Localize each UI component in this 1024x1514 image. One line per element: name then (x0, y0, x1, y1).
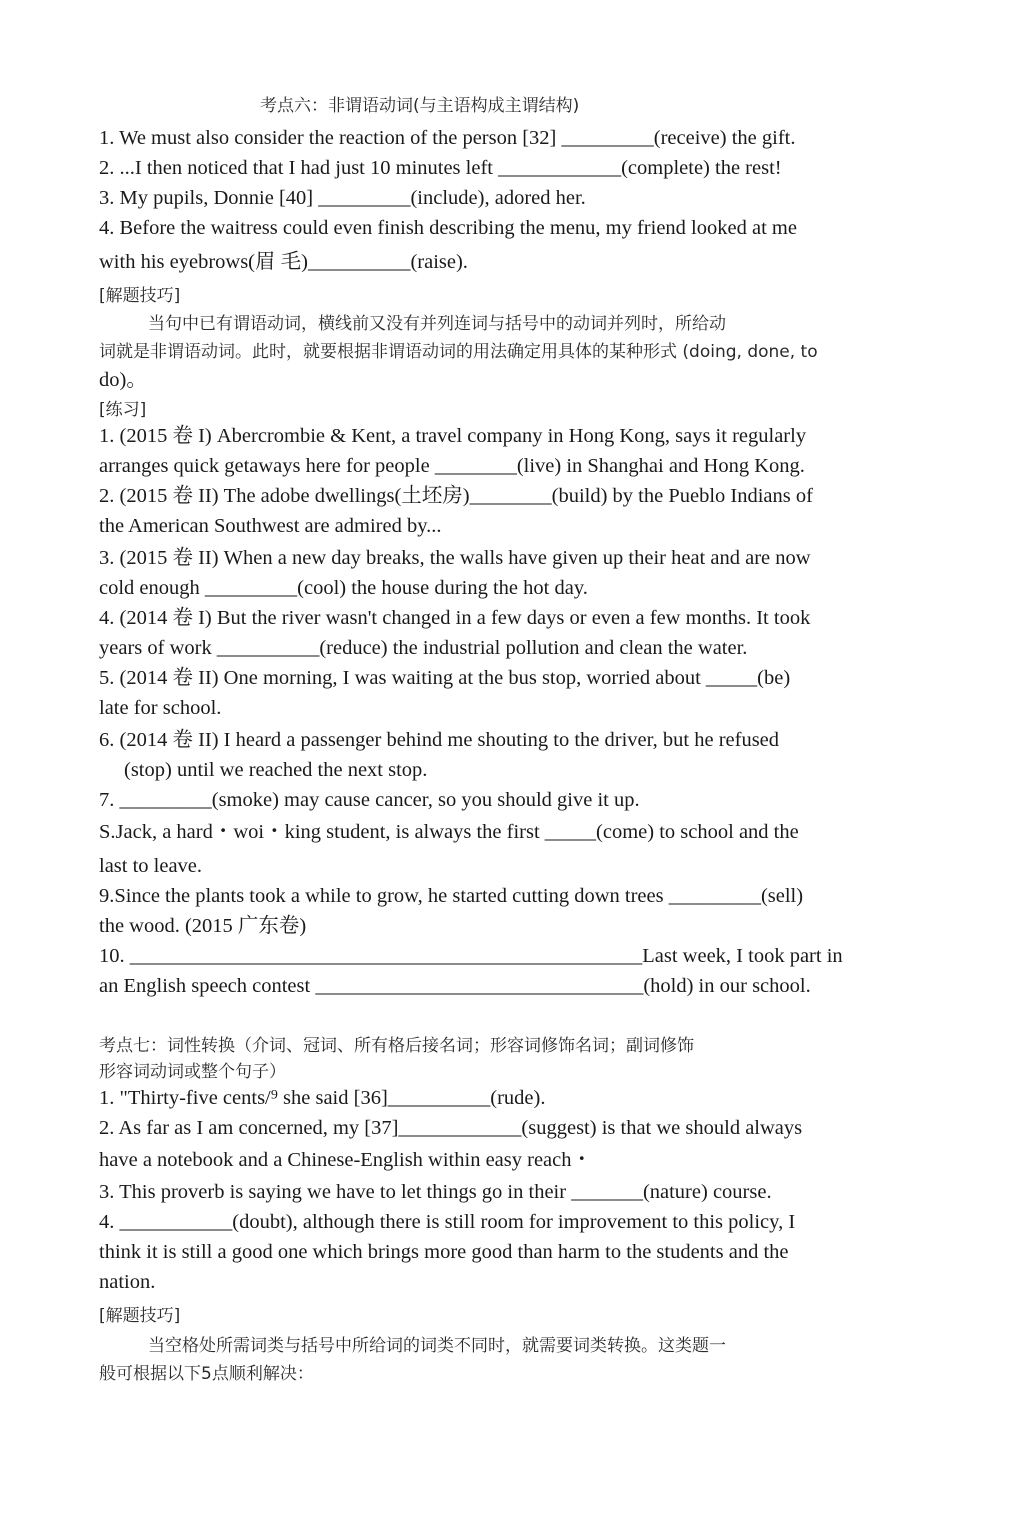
practice-9b: the wood. (2015 广东卷) (99, 915, 307, 937)
practice-5b: late for school. (99, 697, 222, 719)
s7-q2a: 2. As far as I am concerned, my [37]____________(suggest) is that we should always (99, 1117, 803, 1139)
s7-tips-label: [解题技巧] (99, 1306, 181, 1326)
practice-8b: last to leave. (99, 855, 203, 877)
s6-tips-line1: 当句中已有谓语动词，横线前又没有并列连词与括号中的动词并列时，所给动 (148, 314, 726, 334)
s6-tips-label: [解题技巧] (99, 286, 181, 306)
practice-10a: 10. __________________________________________________Last week, I took part in (99, 945, 843, 967)
s7-q1: 1. "Thirty-five cents/⁹ she said [36]__________(rude). (99, 1087, 546, 1109)
practice-4b: years of work __________(reduce) the industrial pollution and clean the water. (99, 637, 748, 659)
practice-10b: an English speech contest ________________________________(hold) in our school. (99, 975, 811, 997)
practice-8a: S.Jack, a hard・woi・king student, is always the first _____(come) to school and the (99, 821, 799, 843)
s6-q4-line2: with his eyebrows(眉 毛)__________(raise). (99, 251, 468, 273)
s7-q4b: think it is still a good one which brings more good than harm to the students and the (99, 1241, 789, 1263)
s7-q4c: nation. (99, 1271, 156, 1293)
s6-q2: 2. ...I then noticed that I had just 10 minutes left ____________(complete) the rest! (99, 157, 782, 179)
practice-3a: 3. (2015 卷 II) When a new day breaks, the walls have given up their heat and are now (99, 547, 811, 569)
practice-3b: cold enough _________(cool) the house during the hot day. (99, 577, 588, 599)
section6-heading: 考点六：非谓语动词(与主语构成主谓结构) (260, 96, 580, 116)
s6-q1: 1. We must also consider the reaction of the person [32] _________(receive) the gift. (99, 127, 796, 149)
practice-2b: the American Southwest are admired by... (99, 515, 442, 537)
s6-tips-line3: do)。 (99, 369, 147, 391)
practice-6a: 6. (2014 卷 II) I heard a passenger behind me shouting to the driver, but he refused (99, 729, 780, 751)
practice-2a: 2. (2015 卷 II) The adobe dwellings(土坯房)________(build) by the Pueblo Indians of (99, 485, 813, 507)
practice-5a: 5. (2014 卷 II) One morning, I was waiting at the bus stop, worried about _____(be) (99, 667, 791, 689)
practice-7: 7. _________(smoke) may cause cancer, so you should give it up. (99, 789, 640, 811)
practice-1a: 1. (2015 卷 I) Abercrombie & Kent, a travel company in Hong Kong, says it regularly (99, 425, 807, 447)
section7-heading-line1: 考点七：词性转换（介词、冠词、所有格后接名词；形容词修饰名词；副词修饰 (99, 1036, 694, 1056)
s7-q3: 3. This proverb is saying we have to let things go in their _______(nature) course. (99, 1181, 772, 1203)
s7-tips-line2: 般可根据以下5点顺利解决： (99, 1364, 314, 1384)
s7-tips-line1: 当空格处所需词类与括号中所给词的词类不同时，就需要词类转换。这类题一 (148, 1336, 726, 1356)
s6-tips-line2: 词就是非谓语动词。此时，就要根据非谓语动词的用法确定用具体的某种形式 (doing, done, to (99, 342, 818, 362)
practice-1b: arranges quick getaways here for people ________(live) in Shanghai and Hong Kong. (99, 455, 805, 477)
practice-4a: 4. (2014 卷 I) But the river wasn't changed in a few days or even a few months. It took (99, 607, 811, 629)
s6-practice-label: [练习] (99, 400, 147, 420)
s7-q4a: 4. ___________(doubt), although there is still room for improvement to this policy, I (99, 1211, 796, 1233)
practice-6b: (stop) until we reached the next stop. (124, 759, 428, 781)
s7-q2b: have a notebook and a Chinese-English within easy reach・ (99, 1149, 592, 1171)
section7-heading-line2: 形容词动词或整个句子） (99, 1062, 286, 1082)
s6-q4-line1: 4. Before the waitress could even finish describing the menu, my friend looked at me (99, 217, 797, 239)
s6-q3: 3. My pupils, Donnie [40] _________(include), adored her. (99, 187, 586, 209)
practice-9a: 9.Since the plants took a while to grow, he started cutting down trees _________(sell) (99, 885, 804, 907)
